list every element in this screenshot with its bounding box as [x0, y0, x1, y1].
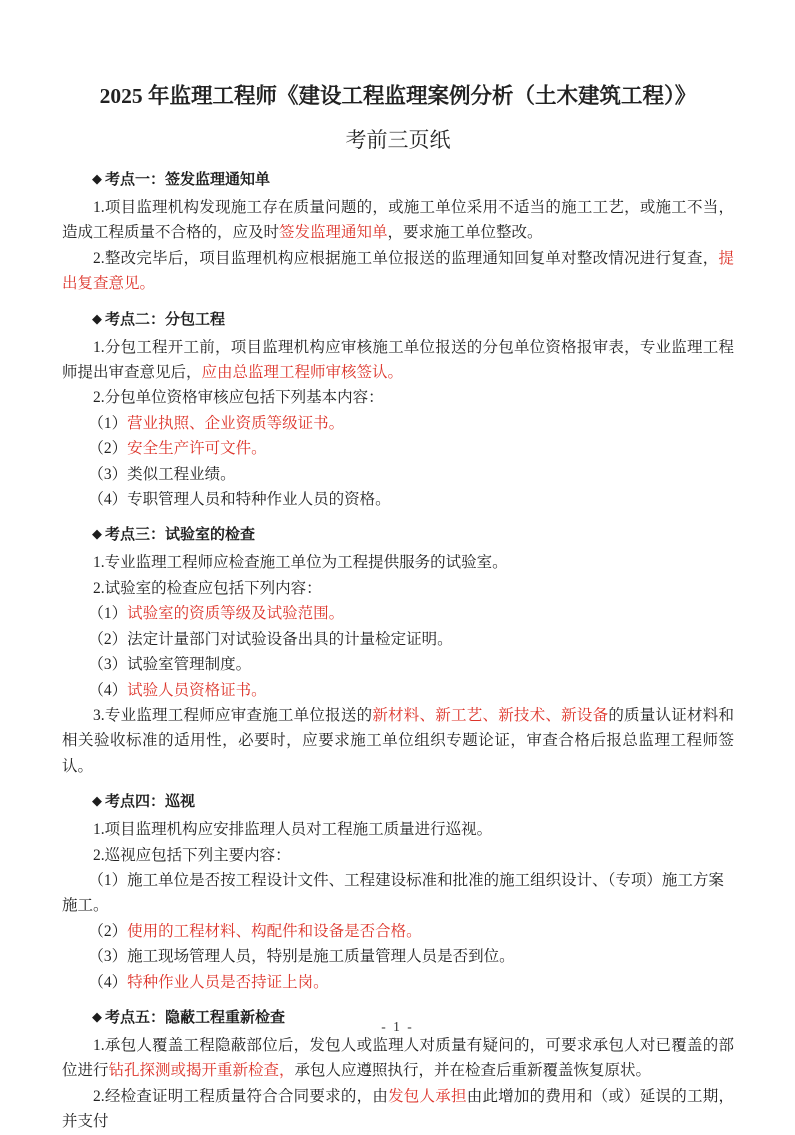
- list-item: [62, 627, 734, 652]
- highlight-text: 营业执照、企业资质等级证书。: [127, 414, 345, 432]
- paragraph: [62, 576, 734, 601]
- highlight-text: 提出复查意见。: [62, 249, 734, 293]
- text-segment: （4）专职管理人员和特种作业人员的资格。: [88, 491, 391, 509]
- text-segment: （1）: [88, 605, 128, 623]
- list-item: [62, 462, 734, 487]
- text-segment: （2）法定计量部门对试验设备出具的计量检定证明。: [88, 630, 453, 648]
- section-heading: [62, 788, 734, 814]
- highlight-text: 新材料、新工艺、新技术、新设备: [372, 706, 609, 724]
- list-item: [62, 436, 734, 461]
- text-segment: （1）: [88, 414, 128, 432]
- list-item: [62, 678, 734, 703]
- text-segment: 1.项目监理机构发现施工存在质量问题的，或施工单位采用不适当的施工工艺，或施工不当，造成工程质量不合格的，应及时: [62, 199, 734, 242]
- highlight-text: 试验室的资质等级及试验范围。: [127, 605, 345, 623]
- highlight-text: 使用的工程材料、构配件和设备是否合格。: [127, 922, 422, 940]
- diamond-bullet-icon: ◆: [92, 526, 102, 542]
- text-segment: （3）施工现场管理人员，特别是施工质量管理人员是否到位。: [88, 948, 515, 966]
- text-segment: （2）: [88, 922, 128, 940]
- text-segment: 承包人应遵照执行，并在检查后重新覆盖恢复原状。: [294, 1062, 652, 1080]
- highlight-text: 应由总监理工程师审核签认。: [201, 364, 404, 382]
- text-segment: （1）施工单位是否按工程设计文件、工程建设标准和批准的施工组织设计、（专项）施工方案施工。: [62, 871, 724, 915]
- text-segment: 2.分包单位资格审核应包括下列基本内容：: [93, 389, 384, 407]
- section-heading: [62, 306, 734, 332]
- highlight-text: 安全生产许可文件。: [127, 440, 267, 458]
- text-segment: 3.专业监理工程师应审查施工单位报送的: [93, 706, 373, 724]
- text-segment: 1.分包工程开工前，项目监理机构应审核施工单位报送的分包单位资格报审表，专业监理工程师提出审查意见后，: [62, 338, 734, 382]
- section-heading-text: 考点五：隐蔽工程重新检查: [105, 1008, 286, 1026]
- list-item: [62, 652, 734, 677]
- text-segment: 的质量认证材料和相关验收标准的适用性，必要时，应要求施工单位组织专题论证，审查合格后报总监理工程师签认。: [62, 706, 734, 775]
- list-item: [62, 970, 734, 995]
- list-item: [62, 944, 734, 969]
- highlight-text: 钻孔探测或揭开重新检查，: [108, 1062, 295, 1080]
- list-item: [62, 411, 734, 436]
- text-segment: 1.承包人覆盖工程隐蔽部位后，发包人或监理人对质量有疑问的，可要求承包人对已覆盖的部位进行: [62, 1036, 734, 1080]
- text-segment: ，要求施工单位整改。: [387, 224, 543, 242]
- section-heading-text: 考点三：试验室的检查: [105, 526, 256, 544]
- paragraph: [62, 385, 734, 410]
- section-heading-text: 考点二：分包工程: [105, 310, 226, 328]
- text-segment: 2.经检查证明工程质量符合合同要求的，由: [93, 1087, 389, 1105]
- text-segment: （3）试验室管理制度。: [88, 656, 252, 674]
- section: [62, 521, 734, 779]
- section: [62, 306, 734, 513]
- text-segment: （3）类似工程业绩。: [88, 465, 236, 483]
- list-item: [62, 919, 734, 944]
- paragraph: [62, 843, 734, 868]
- document-title: 2025 年监理工程师《建设工程监理案例分析（土木建筑工程）》: [99, 84, 697, 108]
- highlight-text: 发包人承担: [388, 1087, 467, 1105]
- text-segment: 2.试验室的检查应包括下列内容：: [93, 579, 322, 597]
- highlight-text: 签发监理通知单: [279, 224, 388, 242]
- paragraph: [62, 246, 734, 297]
- section: [62, 788, 734, 995]
- section: [62, 166, 734, 297]
- paragraph: [62, 195, 734, 246]
- paragraph: [62, 1033, 734, 1084]
- highlight-text: 特种作业人员是否持证上岗。: [127, 973, 329, 991]
- paragraph: [62, 550, 734, 575]
- list-item: [62, 868, 734, 919]
- text-segment: （4）: [88, 973, 128, 991]
- paragraph: [62, 703, 734, 779]
- paragraph: [62, 817, 734, 842]
- section-heading-text: 考点四：巡视: [105, 793, 196, 811]
- diamond-bullet-icon: ◆: [92, 793, 102, 809]
- text-segment: 1.专业监理工程师应检查施工单位为工程提供服务的试验室。: [93, 554, 508, 572]
- document-content: [62, 82, 734, 1135]
- text-segment: 由此增加的费用和（或）延误的工期，并支付: [62, 1087, 734, 1131]
- text-segment: 1.项目监理机构应安排监理人员对工程施工质量进行巡视。: [93, 821, 493, 839]
- text-segment: 2.整改完毕后，项目监理机构应根据施工单位报送的监理通知回复单对整改情况进行复查，: [93, 249, 719, 267]
- list-item: [62, 601, 734, 626]
- paragraph: [62, 1084, 734, 1135]
- section-heading: [62, 166, 734, 192]
- diamond-bullet-icon: ◆: [92, 1008, 102, 1024]
- sections-container: [62, 166, 734, 1135]
- section-heading-text: 考点一：签发监理通知单: [105, 171, 271, 189]
- diamond-bullet-icon: ◆: [92, 310, 102, 326]
- text-segment: （2）: [88, 440, 128, 458]
- diamond-bullet-icon: ◆: [92, 171, 102, 187]
- paragraph: [62, 335, 734, 386]
- list-item: [62, 487, 734, 512]
- page-number: - 1 -: [381, 1019, 414, 1034]
- text-segment: 2.巡视应包括下列主要内容：: [93, 846, 291, 864]
- section-heading: [62, 521, 734, 547]
- highlight-text: 试验人员资格证书。: [127, 681, 267, 699]
- text-segment: （4）: [88, 681, 128, 699]
- document-subtitle: 考前三页纸: [345, 128, 451, 153]
